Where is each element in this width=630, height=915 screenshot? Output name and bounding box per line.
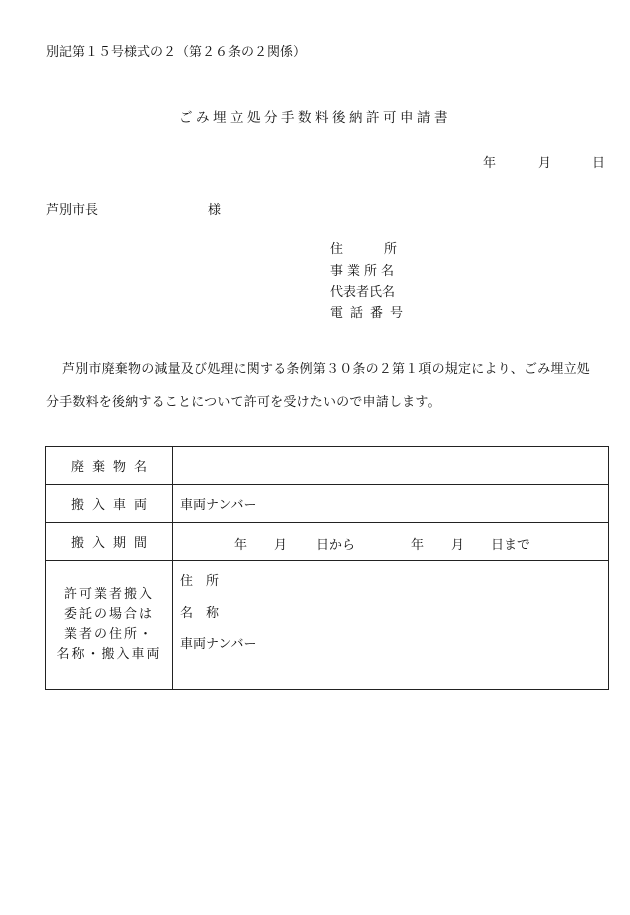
table-row-vehicle — [46, 485, 609, 523]
waste-name-label-cell — [46, 447, 173, 485]
period-start-day: 日から — [316, 538, 356, 553]
period-label-cell — [46, 523, 173, 561]
addressee-honorific: 様 — [208, 203, 222, 218]
contractor-vehicle-label: 車両ナンバー — [180, 637, 257, 652]
body-text-line-1: 芦別市廃棄物の減量及び処理に関する条例第３０条の２第１項の規定により、ごみ埋立処 — [62, 362, 591, 377]
date-day-label: 日 — [592, 156, 606, 171]
waste-name-label: 廃棄物名 — [70, 460, 155, 475]
table-row-period — [46, 523, 609, 561]
period-end-year: 年 — [411, 538, 425, 553]
date-year-label: 年 — [483, 156, 497, 171]
form-reference: 別記第１５号様式の２（第２６条の２関係） — [46, 45, 307, 60]
date-month-label: 月 — [538, 156, 552, 171]
contractor-label-line-2: 委託の場合は — [63, 607, 154, 622]
vehicle-value-cell[interactable] — [173, 485, 609, 523]
period-end-day: 日まで — [491, 538, 531, 553]
application-table — [45, 446, 609, 690]
contractor-value-cell[interactable] — [173, 561, 609, 690]
contractor-address-label: 住 所 — [180, 574, 220, 589]
period-start-year: 年 — [234, 538, 248, 553]
vehicle-label: 搬入車両 — [70, 498, 155, 513]
applicant-address-label-a: 住 — [330, 242, 344, 257]
contractor-label-line-1: 許可業者搬入 — [63, 587, 154, 602]
applicant-representative-label: 代表者氏名 — [330, 285, 396, 300]
body-text-line-2: 分手数料を後納することについて許可を受けたいので申請します。 — [46, 395, 441, 410]
period-start-month: 月 — [274, 538, 288, 553]
addressee-name: 芦別市長 — [46, 203, 99, 218]
document-title: ごみ埋立処分手数料後納許可申請書 — [179, 110, 451, 126]
contractor-label-line-3: 業者の住所・ — [63, 627, 154, 642]
applicant-address-label-b: 所 — [383, 242, 397, 257]
contractor-label-line-4: 名称・搬入車両 — [56, 647, 162, 662]
contractor-name-label: 名 称 — [180, 606, 220, 621]
vehicle-label-cell — [46, 485, 173, 523]
waste-name-value-cell[interactable] — [173, 447, 609, 485]
vehicle-number-label: 車両ナンバー — [180, 498, 257, 513]
period-end-month: 月 — [451, 538, 465, 553]
period-label: 搬入期間 — [70, 536, 155, 551]
table-row-contractor — [46, 561, 609, 690]
period-fields — [173, 523, 608, 560]
contractor-fields — [173, 561, 608, 689]
contractor-label-cell — [46, 561, 173, 690]
table-row-waste-name — [46, 447, 609, 485]
period-value-cell[interactable] — [173, 523, 609, 561]
applicant-phone-label: 電話番号 — [330, 306, 411, 321]
applicant-office-label: 事業所名 — [330, 264, 399, 279]
applicant-address-label — [330, 238, 397, 257]
